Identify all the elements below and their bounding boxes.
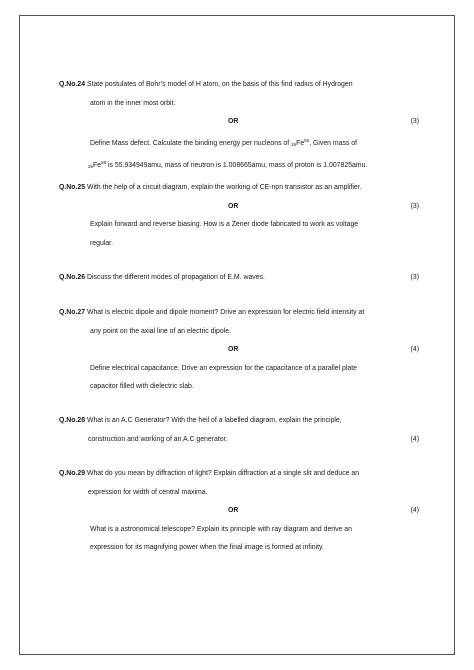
question-number: Q.No.29 — [59, 470, 86, 477]
atomic-number: 26 — [291, 141, 297, 147]
or-row — [59, 113, 419, 132]
marks: (4) — [410, 435, 419, 443]
question-29 — [59, 465, 419, 558]
question-text: What do you mean by diffraction of light? Explain diffraction at a single slit and deduce an — [86, 470, 360, 477]
question-text: State postulates of Bohr’s model of H atom, on the basis of this find radius of Hydrogen — [86, 81, 353, 88]
question-28-line-1 — [59, 412, 419, 431]
marks: (3) — [410, 202, 419, 210]
alt-text: , Given mass of — [309, 139, 358, 147]
question-number: Q.No.27 — [59, 309, 86, 316]
or-label: OR — [228, 202, 239, 210]
or-label: OR — [228, 507, 239, 514]
question-27-line-2: any point on the axial line of an electric dipole. — [90, 327, 231, 335]
marks: (4) — [410, 507, 419, 514]
question-text: What is electric dipole and dipole moment? Drive an expression for electric field intensity at — [86, 309, 365, 316]
or-row — [59, 198, 419, 217]
question-27-line-1 — [59, 304, 419, 323]
question-number: Q.No.24 — [59, 81, 86, 88]
question-28-line-2 — [59, 431, 419, 450]
question-29-alt-line-2: expression for its magnifying power when the final image is formed at infinity. — [90, 544, 324, 551]
marks: (3) — [410, 274, 419, 281]
or-row — [59, 341, 419, 360]
question-text: With the help of a circuit diagram, explain the working of CE-npn transistor as an amplifier. — [86, 184, 362, 191]
question-27 — [59, 304, 419, 397]
question-24-line-1 — [59, 76, 419, 95]
question-25-alt-line-1: Explain forward and reverse biasing. How is a Zener diode fabricated to work as voltage — [90, 221, 359, 228]
question-29-line-2: expression for width of central maxima. — [88, 488, 208, 496]
or-label: OR — [228, 118, 239, 125]
question-26-line-1 — [59, 269, 419, 288]
question-24-alt-line-1 — [59, 132, 419, 155]
question-27-alt-line-2: capacitor filled with dielectric slab. — [90, 383, 194, 390]
alt-text: is 55.934949amu, mass of neutron is 1.008665amu, mass of proton is 1.007825amu. — [106, 162, 368, 169]
question-number: Q.No.26 — [59, 274, 86, 281]
question-text: construction and working of an A.C generator. — [88, 435, 228, 443]
marks: (4) — [410, 346, 419, 353]
or-label: OR — [228, 346, 239, 353]
question-27-alt-line-1: Define electrical capacitance. Drive an expression for the capacitance of a parallel plate — [90, 364, 357, 372]
element-symbol: Fe — [93, 162, 102, 169]
marks: (3) — [410, 118, 419, 125]
question-25-alt-line-2: regular. — [90, 239, 113, 247]
question-24-line-2: atom in the inner most orbit. — [90, 99, 176, 107]
question-25 — [59, 179, 419, 253]
question-25-line-1 — [59, 179, 419, 198]
question-29-line-1 — [59, 465, 419, 484]
question-24 — [59, 76, 419, 177]
question-text: Discuss the different modes of propagation of E.M. waves. — [86, 274, 265, 281]
mass-number: 56 — [304, 137, 310, 143]
or-row — [59, 502, 419, 521]
question-text: What is an A.C Generator? With the heil of a labelled diagram, explain the principle, — [86, 417, 342, 424]
mass-number: 56 — [101, 160, 107, 165]
question-24-alt-line-2 — [59, 154, 419, 177]
question-number: Q.No.28 — [59, 417, 86, 424]
question-number: Q.No.25 — [59, 184, 86, 191]
alt-text: Define Mass defect. Calculate the binding energy per nucleons of — [90, 139, 292, 147]
question-29-alt-line-1: What is a astronomical telescope? Explain its principle with ray diagram and derive an — [90, 525, 352, 533]
atomic-number: 26 — [88, 164, 94, 169]
question-26 — [59, 269, 419, 288]
element-symbol: Fe — [296, 139, 305, 147]
question-28 — [59, 412, 419, 449]
